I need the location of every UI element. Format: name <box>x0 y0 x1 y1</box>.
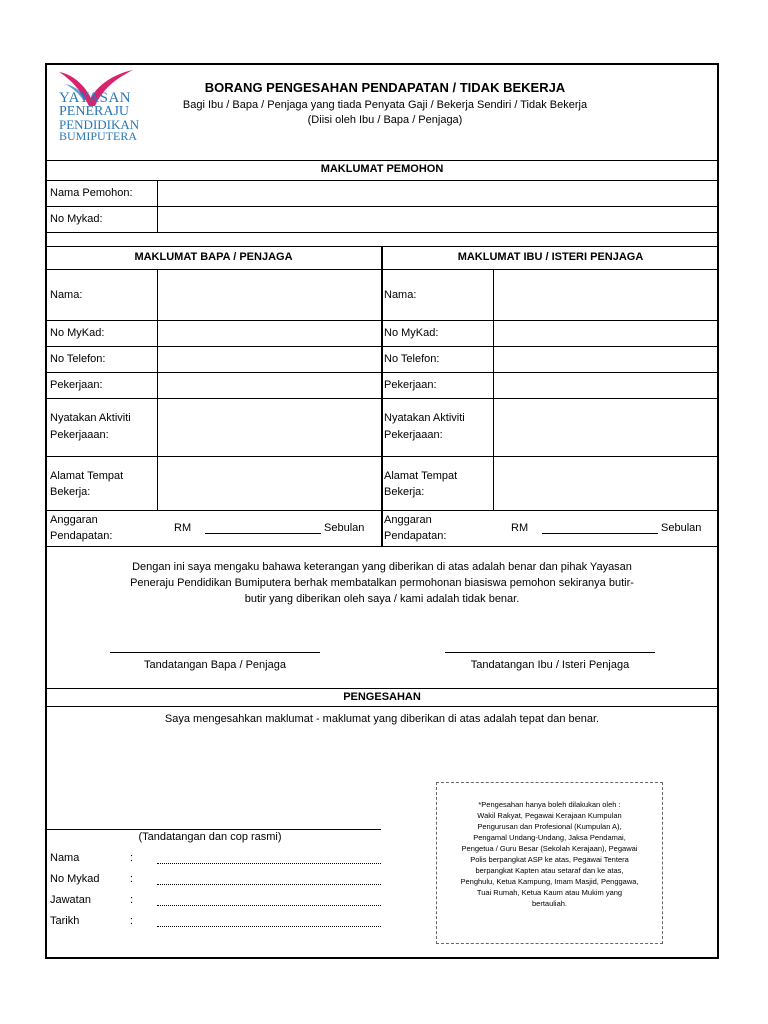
bapa-mykad-field[interactable] <box>158 321 380 346</box>
logo-text-2: PENERAJU <box>59 104 130 119</box>
bapa-label-mykad: No MyKad: <box>50 327 105 339</box>
signature-line-ibu[interactable] <box>445 652 655 653</box>
bapa-label-pekerjaan: Pekerjaan: <box>50 379 103 391</box>
logo-text-1: YAYASAN <box>59 90 132 106</box>
note-box <box>436 782 663 944</box>
note-line: Pengurusan dan Profesional (Kumpulan A), <box>477 822 622 831</box>
declaration-line-1: Dengan ini saya mengaku bahawa keterangan yang diberikan di atas adalah benar dan pihak Yayasan <box>132 561 632 573</box>
signature-line-bapa[interactable] <box>110 652 320 653</box>
note-line: Penghulu, Ketua Kampung, Imam Masjid, Penggawa, <box>460 877 639 886</box>
ibu-nama-field[interactable] <box>494 270 717 320</box>
ibu-telefon-field[interactable] <box>494 347 717 372</box>
pengesahan-statement: Saya mengesahkan maklumat - maklumat yang diberikan di atas adalah tepat dan benar. <box>164 713 600 725</box>
note-line: *Pengesahan hanya boleh dilakukan oleh : <box>478 800 621 809</box>
declaration-line-3: butir yang diberikan oleh saya / kami adalah tidak benar. <box>244 593 520 605</box>
label-mykad-pemohon: No Mykad: <box>50 213 103 225</box>
field-label-tarikh: Tarikh <box>50 915 80 927</box>
ibu-pekerjaan-field[interactable] <box>494 373 717 398</box>
ibu-label-anggaran-2: Pendapatan: <box>384 530 447 542</box>
field-colon-nama: : <box>130 852 134 864</box>
declaration-line-2: Peneraju Pendidikan Bumiputera berhak membatalkan permohonan biasiswa pemohon sekiranya butir- <box>130 577 634 589</box>
bapa-label-anggaran: Anggaran <box>50 514 98 526</box>
form-subtitle: Bagi Ibu / Bapa / Penjaga yang tiada Penyata Gaji / Bekerja Sendiri / Tidak Bekerja <box>182 99 588 111</box>
official-signature-caption: (Tandatangan dan cop rasmi) <box>138 831 282 843</box>
bapa-label-aktiviti: Nyatakan Aktiviti <box>50 412 131 424</box>
jawatan-field[interactable] <box>157 905 381 906</box>
field-label-mykad: No Mykad <box>50 873 100 885</box>
ibu-rm-label: RM <box>511 522 529 534</box>
bapa-sebulan-label: Sebulan <box>324 522 365 534</box>
note-line: Pengamal Undang-Undang, Jaksa Pendamai, <box>473 833 626 842</box>
ibu-label-alamat-2: Bekerja: <box>384 486 425 498</box>
mykad-field[interactable] <box>157 884 381 885</box>
ibu-label-aktiviti-2: Pekerjaaan: <box>384 429 443 441</box>
ibu-sebulan-label: Sebulan <box>661 522 702 534</box>
signature-caption-bapa: Tandatangan Bapa / Penjaga <box>144 659 286 671</box>
field-colon-mykad: : <box>130 873 134 885</box>
bapa-label-alamat: Alamat Tempat <box>50 470 124 482</box>
mykad-pemohon-field[interactable] <box>158 207 717 232</box>
ibu-aktiviti-field[interactable] <box>494 399 717 456</box>
field-colon-tarikh: : <box>130 915 134 927</box>
ibu-label-alamat: Alamat Tempat <box>384 470 458 482</box>
ibu-label-mykad: No MyKad: <box>384 327 439 339</box>
section-title-ibu: MAKLUMAT IBU / ISTERI PENJAGA <box>457 251 644 263</box>
ibu-pendapatan-field[interactable] <box>542 533 658 534</box>
bapa-label-alamat-2: Bekerja: <box>50 486 91 498</box>
ibu-label-telefon: No Telefon: <box>384 353 440 365</box>
section-title-bapa: MAKLUMAT BAPA / PENJAGA <box>134 251 293 263</box>
bapa-pekerjaan-field[interactable] <box>158 373 380 398</box>
nama-pemohon-field[interactable] <box>158 181 717 206</box>
nama-field[interactable] <box>157 863 381 864</box>
note-line: berpangkat Kapten atau setaraf dan ke atas, <box>475 866 624 875</box>
bapa-aktiviti-field[interactable] <box>158 399 380 456</box>
field-label-nama: Nama <box>50 852 80 864</box>
bapa-nama-field[interactable] <box>158 270 380 320</box>
bapa-label-telefon: No Telefon: <box>50 353 106 365</box>
logo <box>55 68 150 148</box>
official-signature-line[interactable] <box>46 829 381 830</box>
ibu-label-nama: Nama: <box>384 289 417 301</box>
section-title-pengesahan: PENGESAHAN <box>343 691 421 703</box>
field-colon-jawatan: : <box>130 894 134 906</box>
note-line: Tuai Rumah, Ketua Kaum atau Mukim yang <box>476 888 623 897</box>
bapa-pendapatan-field[interactable] <box>205 533 321 534</box>
bapa-label-anggaran-2: Pendapatan: <box>50 530 113 542</box>
logo-text-3: PENDIDIKAN <box>59 117 140 132</box>
bapa-rm-label: RM <box>174 522 192 534</box>
form-subtitle-2: (Diisi oleh Ibu / Bapa / Penjaga) <box>307 114 463 126</box>
ibu-label-pekerjaan: Pekerjaan: <box>384 379 437 391</box>
field-label-jawatan: Jawatan <box>50 894 91 906</box>
note-line: bertauliah. <box>531 899 568 908</box>
logo-text-4: BUMIPUTERA <box>59 129 138 143</box>
bapa-telefon-field[interactable] <box>158 347 380 372</box>
ibu-alamat-field[interactable] <box>494 457 717 510</box>
tarikh-field[interactable] <box>157 926 381 927</box>
form-title: BORANG PENGESAHAN PENDAPATAN / TIDAK BEKERJA <box>204 80 566 95</box>
ibu-label-aktiviti: Nyatakan Aktiviti <box>384 412 465 424</box>
note-line: Wakil Rakyat, Pegawai Kerajaan Kumpulan <box>477 811 622 820</box>
signature-caption-ibu: Tandatangan Ibu / Isteri Penjaga <box>470 659 630 671</box>
section-title-pemohon: MAKLUMAT PEMOHON <box>320 163 444 175</box>
ibu-label-anggaran: Anggaran <box>384 514 432 526</box>
note-line: Pengetua / Guru Besar (Sekolah Kerajaan), Pegawai <box>461 844 638 853</box>
label-nama-pemohon: Nama Pemohon: <box>50 187 133 199</box>
bapa-label-aktiviti-2: Pekerjaaan: <box>50 429 109 441</box>
ibu-mykad-field[interactable] <box>494 321 717 346</box>
bapa-label-nama: Nama: <box>50 289 83 301</box>
note-line: Polis berpangkat ASP ke atas, Pegawai Tentera <box>470 855 629 864</box>
bapa-alamat-field[interactable] <box>158 457 380 510</box>
